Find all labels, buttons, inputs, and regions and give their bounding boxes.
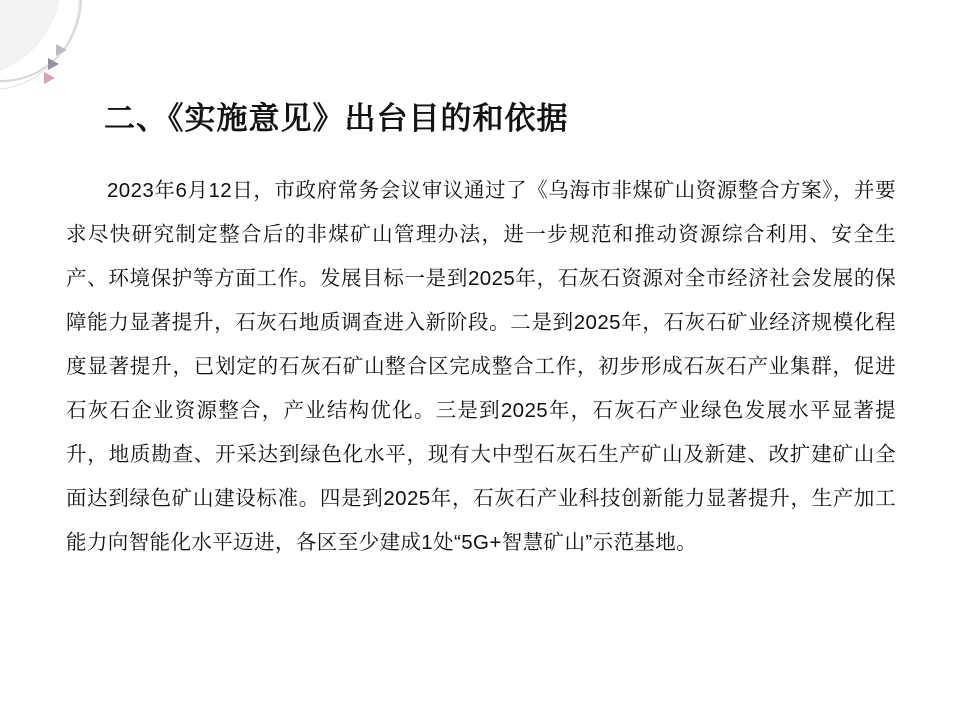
triangle-accent-icon-2 (48, 58, 59, 70)
triangle-accent-icon-1 (56, 44, 67, 56)
triangle-accent-icon-3 (44, 72, 55, 84)
page-title: 二、《实施意见》出台目的和依据 (104, 100, 569, 136)
body-paragraph: 2023年6月12日，市政府常务会议审议通过了《乌海市非煤矿山资源整合方案》，并要求尽快研究制定整合后的非煤矿山管理办法，进一步规范和推动资源综合利用、安全生产、环境保护等方面工作。发展目标一是到2025年，石灰石资源对全市经济社会发展的保障能力显著提升，石灰石地质调查进入新阶段。二是到2025年，石灰石矿业经济规模化程度显著提升，已划定的石灰石矿山整合区完成整合工作，初步形成石灰石产业集群，促进石灰石企业资源整合，产业结构优化。三是到2025年，石灰石产业绿色发展水平显著提升，地质勘查、开采达到绿色化水平，现有大中型石灰石生产矿山及新建、改扩建矿山全面达到绿色矿山建设标准。四是到2025年，石灰石产业科技创新能力显著提升，生产加工能力向智能化水平迈进，各区至少建成1处“5G+智慧矿山”示范基地。 (66, 178, 896, 554)
